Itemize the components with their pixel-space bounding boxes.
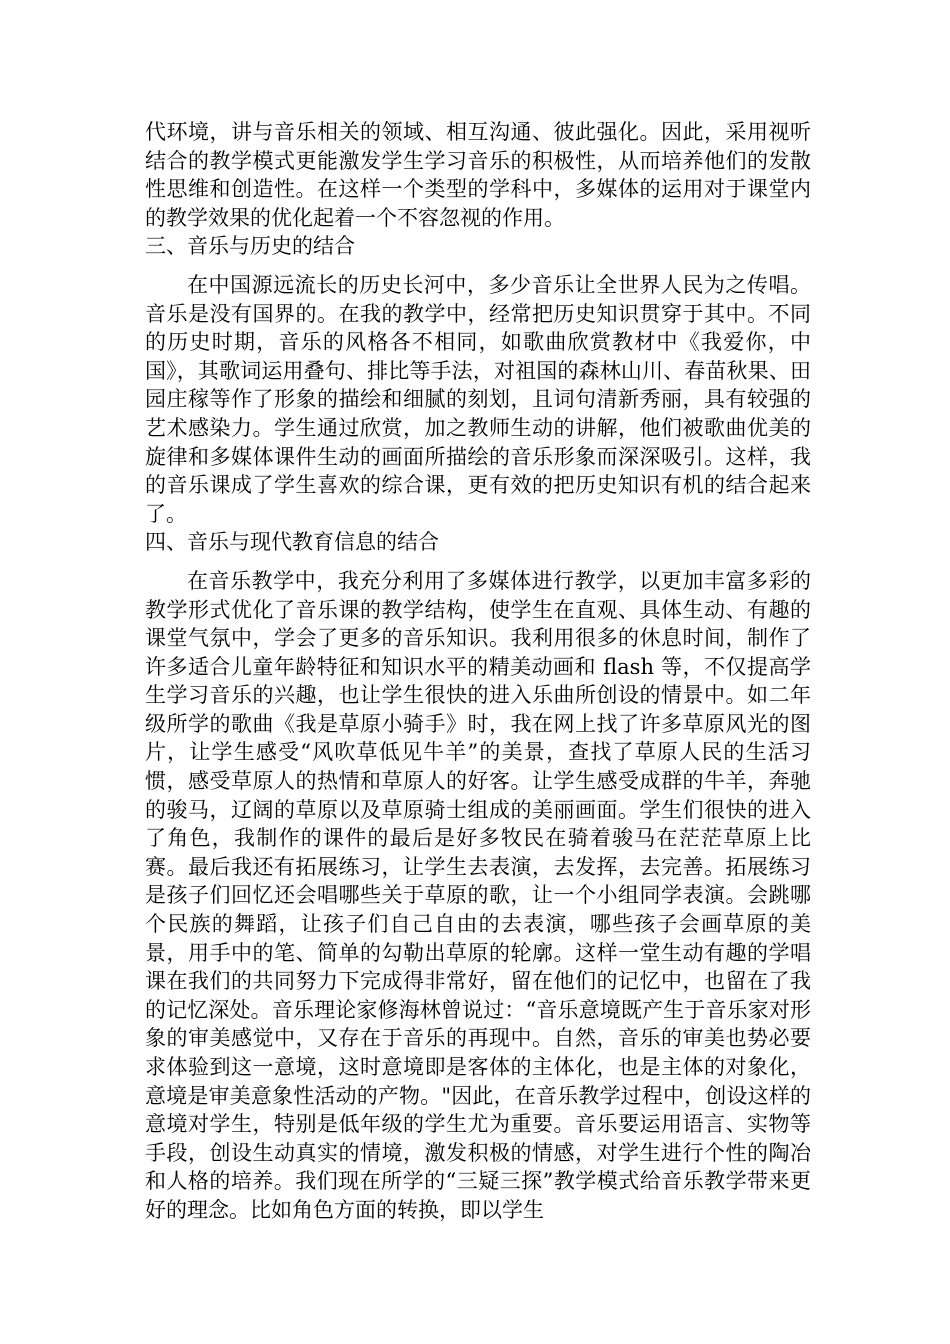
paragraph-history: 在中国源远流长的历史长河中，多少音乐让全世界人民为之传唱。音乐是没有国界的。在我的教学中，经常把历史知识贯穿于其中。不同的历史时期，音乐的风格各不相同，如歌曲欣赏教材中《我爱你，中国》，其歌词运用叠句、排比等手法，对祖国的森林山川、春苗秋果、田园庄稼等作了形象的描绘和细腻的刻划，且词句清新秀丽，具有较强的艺术感染力。学生通过欣赏，加之教师生动的讲解，他们被歌曲优美的旋律和多媒体课件生动的画面所描绘的音乐形象而深深吸引。这样，我的音乐课成了学生喜欢的综合课，更有效的把历史知识有机的结合起来了。: [145, 272, 811, 526]
document-page: [145, 118, 811, 1225]
paragraph-intro: 代环境，讲与音乐相关的领域、相互沟通、彼此强化。因此，采用视听结合的教学模式更能激发学生学习音乐的积极性，从而培养他们的发散性思维和创造性。在这样一个类型的学科中，多媒体的运用对于课堂内的教学效果的优化起着一个不容忽视的作用。: [145, 120, 811, 230]
section-heading-modern-education: 四、音乐与现代教育信息的结合: [145, 530, 439, 555]
paragraph-modern-education: 在音乐教学中，我充分利用了多媒体进行教学，以更加丰富多彩的教学形式优化了音乐课的教学结构，使学生在直观、具体生动、有趣的课堂气氛中，学会了更多的音乐知识。我利用很多的休息时间，制作了许多适合儿童年龄特征和知识水平的精美动画和 flash 等，不仅提高学生学习音乐的兴趣，也让学生很快的进入乐曲所创设的情景中。如二年级所学的歌曲《我是草原小骑手》时，我在网上找了许多草原风光的图片，让学生感受“风吹草低见牛羊”的美景，查找了草原人民的生活习惯，感受草原人的热情和草原人的好客。让学生感受成群的牛羊，奔驰的骏马，辽阔的草原以及草原骑士组成的美丽画面。学生们很快的进入了角色，我制作的课件的最后是好多牧民在骑着骏马在茫茫草原上比赛。最后我还有拓展练习，让学生去表演，去发挥，去完善。拓展练习是孩子们回忆还会唱哪些关于草原的歌，让一个小组同学表演。会跳哪个民族的舞蹈，让孩子们自己自由的去表演，哪些孩子会画草原的美景，用手中的笔、简单的勾勒出草原的轮廓。这样一堂生动有趣的学唱课在我们的共同努力下完成得非常好，留在他们的记忆中，也留在了我的记忆深处。音乐理论家修海林曾说过：“音乐意境既产生于音乐家对形象的审美感觉中，又存在于音乐的再现中。自然，音乐的审美也势必要求体验到这一意境，这时意境即是客体的主体化，也是主体的对象化，意境是审美意象性活动的产物。"因此，在音乐教学过程中，创设这样的意境对学生，特别是低年级的学生尤为重要。音乐要运用语言、实物等手段，创设生动真实的情境，激发积极的情感，对学生进行个性的陶冶和人格的培养。我们现在所学的“三疑三探”教学模式给音乐教学带来更好的理念。比如角色方面的转换，即以学生: [145, 568, 811, 1222]
section-heading-history: 三、音乐与历史的结合: [145, 234, 355, 259]
